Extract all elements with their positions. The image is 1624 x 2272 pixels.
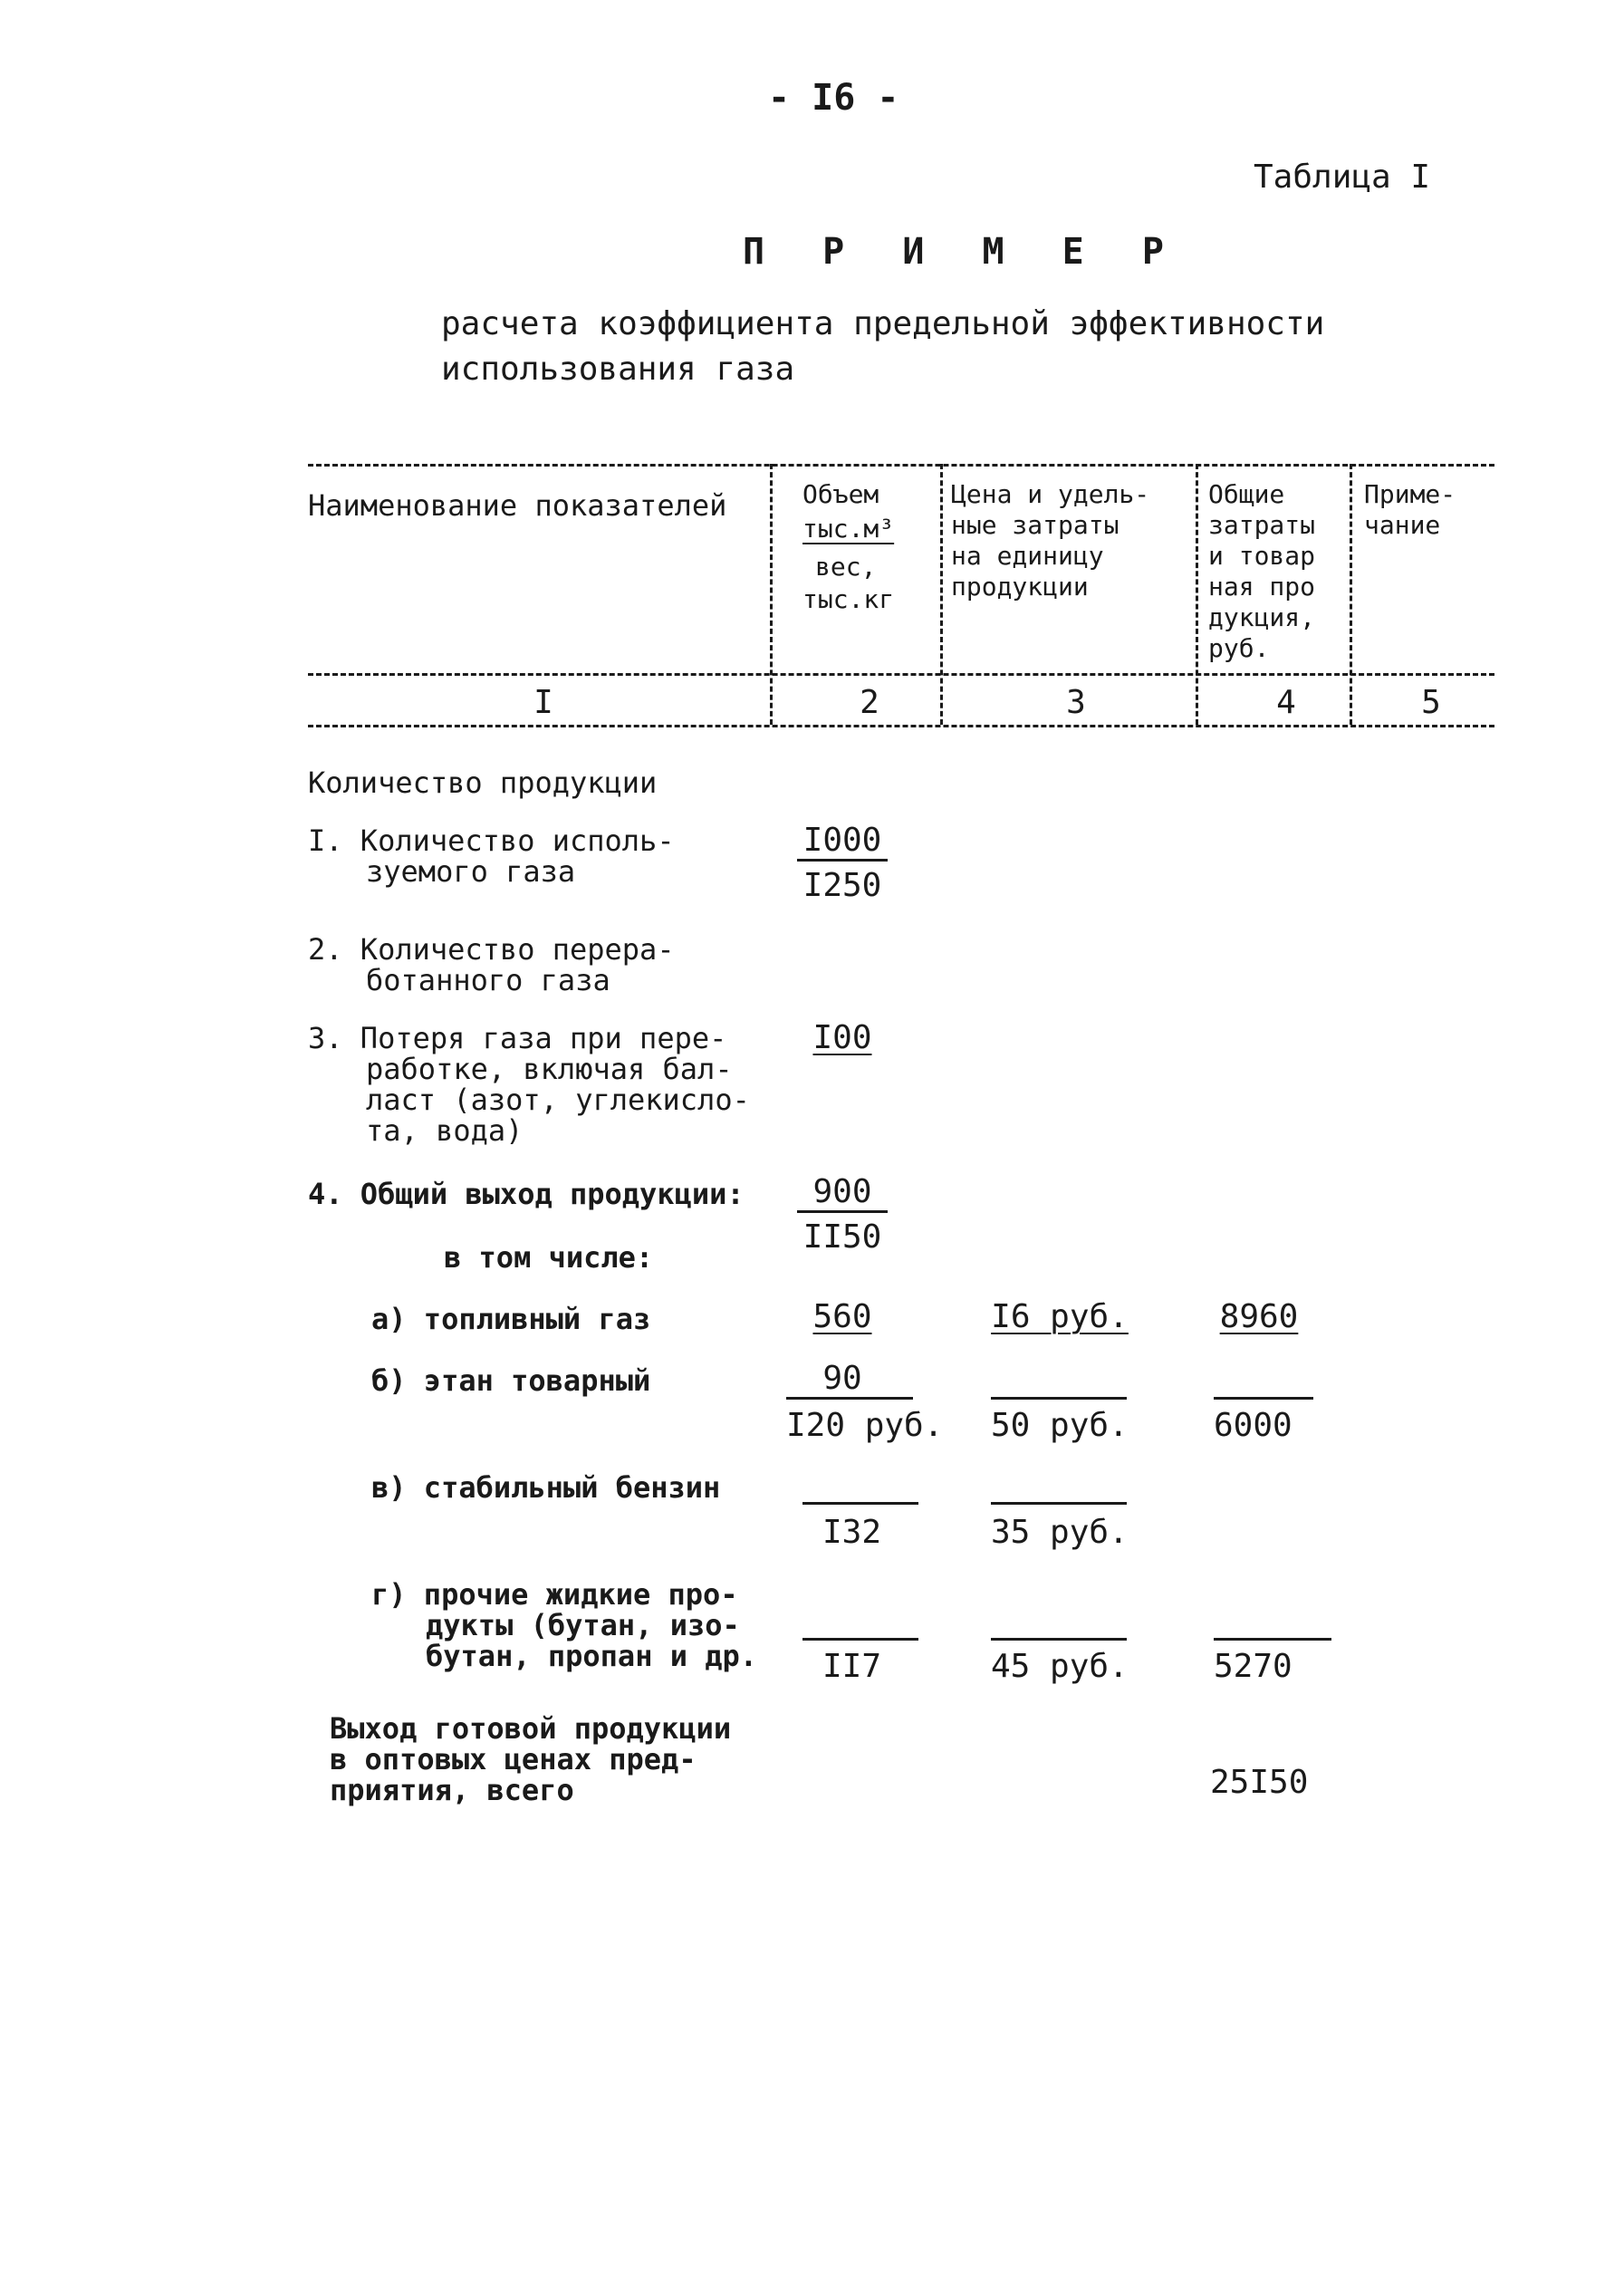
row-b-label: б) этан товарный <box>371 1363 651 1398</box>
column-numbers-rule <box>308 725 1494 727</box>
row1-volume-denominator: I250 <box>802 867 882 904</box>
column-number-2: 2 <box>860 684 879 721</box>
column-number-5: 5 <box>1421 684 1441 721</box>
row-g-price: 45 руб. <box>991 1648 1129 1685</box>
header-col-volume-3: вес, <box>815 552 877 582</box>
header-col-total-2: затраты <box>1208 510 1316 540</box>
row3-label-2: работке, включая бал- <box>366 1052 733 1086</box>
header-col-price-3: на единицу <box>951 541 1104 571</box>
row-b-numerator: 90 <box>822 1360 862 1397</box>
row-a-volume: 560 <box>812 1298 872 1335</box>
column-divider-1 <box>770 464 773 725</box>
row4-label: 4. Общий выход продукции: <box>308 1177 745 1211</box>
row-b-price-line <box>991 1397 1127 1400</box>
document-title: П Р И М Е Р <box>743 231 1182 273</box>
header-col-total-6: руб. <box>1208 633 1270 663</box>
row4-volume-numerator: 900 <box>812 1173 872 1210</box>
total-value: 25I50 <box>1210 1764 1309 1801</box>
header-col-price-2: ные затраты <box>951 510 1120 540</box>
row2-label-2: ботанного газа <box>366 963 610 997</box>
row-g-label-2: дукты (бутан, изо- <box>426 1608 740 1642</box>
row-v-volume-line <box>802 1502 918 1505</box>
row-g-volume: II7 <box>822 1648 882 1685</box>
total-label-1: Выход готовой продукции <box>330 1711 732 1746</box>
row-b-price: 50 руб. <box>991 1407 1129 1444</box>
column-number-3: 3 <box>1066 684 1086 721</box>
header-col-volume-1: Объем <box>802 479 879 509</box>
row-b-total: 6000 <box>1214 1407 1292 1444</box>
row-v-label: в) стабильный бензин <box>371 1470 721 1505</box>
row-g-total: 5270 <box>1214 1648 1292 1685</box>
total-label-3: приятия, всего <box>330 1773 574 1807</box>
row-a-price: I6 руб. <box>991 1298 1129 1335</box>
header-col-price-1: Цена и удель- <box>951 479 1150 509</box>
table-label: Таблица I <box>1254 159 1431 196</box>
page-number: - I6 - <box>768 77 899 119</box>
row-a-label: а) топливный газ <box>371 1302 651 1336</box>
header-col-total-3: и товар <box>1208 541 1316 571</box>
row1-fraction-bar <box>797 859 888 862</box>
total-label-2: в оптовых ценах пред- <box>330 1742 697 1776</box>
row-b-volume: I20 руб. <box>786 1407 944 1444</box>
row-a-total: 8960 <box>1219 1298 1299 1335</box>
column-divider-2 <box>940 464 943 725</box>
row-b-total-line <box>1214 1397 1313 1400</box>
header-col-total-1: Общие <box>1208 479 1285 509</box>
row-g-label-1: г) прочие жидкие про- <box>371 1577 738 1612</box>
row1-label-2: зуемого газа <box>366 854 576 889</box>
row-g-label-3: бутан, пропан и др. <box>426 1639 758 1673</box>
row4-fraction-bar <box>797 1210 888 1213</box>
subtitle-line-2: использования газа <box>441 351 795 388</box>
section-title: Количество продукции <box>308 765 658 800</box>
row4-volume-denominator: II50 <box>802 1218 882 1256</box>
row-v-price: 35 руб. <box>991 1514 1129 1551</box>
column-divider-4 <box>1350 464 1352 725</box>
header-col-price-4: продукции <box>951 572 1089 602</box>
row2-label-1: 2. Количество перера- <box>308 932 675 967</box>
row-v-price-line <box>991 1502 1127 1505</box>
row-v-volume: I32 <box>822 1514 882 1551</box>
column-number-1: I <box>533 684 553 721</box>
row3-label-3: ласт (азот, углекисло- <box>366 1083 750 1117</box>
header-col-volume-4: тыс.кг <box>802 584 895 614</box>
header-bottom-rule <box>308 673 1494 676</box>
row1-volume-numerator: I000 <box>802 822 882 859</box>
header-col-volume-2: тыс.м³ <box>802 514 895 544</box>
row3-label-1: 3. Потеря газа при пере- <box>308 1021 727 1055</box>
header-col-total-5: дукция, <box>1208 602 1316 632</box>
column-number-4: 4 <box>1276 684 1296 721</box>
header-col-total-4: ная про <box>1208 572 1316 602</box>
row-g-total-line <box>1214 1638 1331 1641</box>
header-col-note-2: чание <box>1364 510 1441 540</box>
row1-label-1: I. Количество исполь- <box>308 823 675 858</box>
header-col-name: Наименование показателей <box>308 488 727 523</box>
row3-label-4: та, вода) <box>366 1113 524 1148</box>
subtitle-line-1: расчета коэффициента предельной эффективности <box>441 305 1325 342</box>
header-top-rule <box>308 464 1494 467</box>
row-g-volume-line <box>802 1638 918 1641</box>
row3-volume: I00 <box>812 1019 872 1056</box>
row4-sub-label: в том числе: <box>444 1240 654 1275</box>
column-divider-3 <box>1196 464 1198 725</box>
header-col-note-1: Приме- <box>1364 479 1456 509</box>
row-b-fraction-bar <box>786 1397 913 1400</box>
row-g-price-line <box>991 1638 1127 1641</box>
